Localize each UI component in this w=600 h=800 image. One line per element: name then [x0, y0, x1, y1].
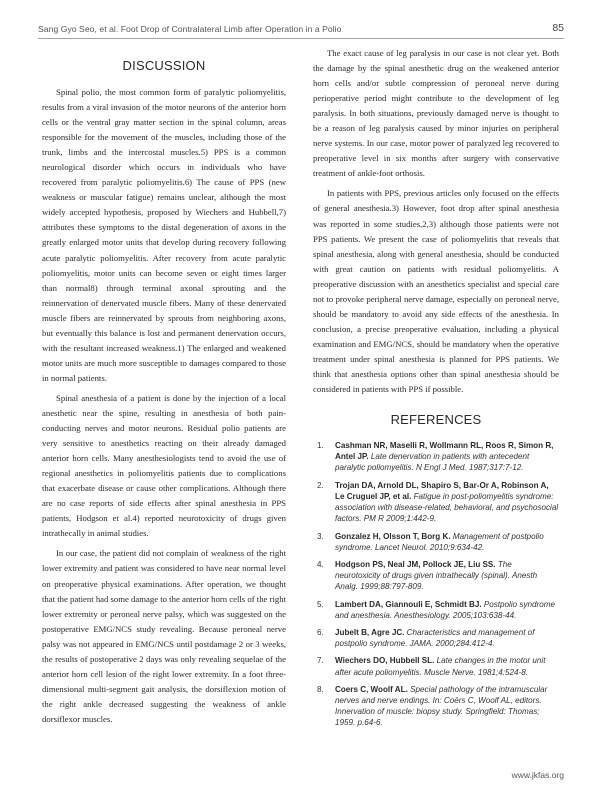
reference-authors: Hodgson PS, Neal JM, Pollock JE, Liu SS.	[335, 559, 496, 569]
reference-number: 1.	[317, 441, 324, 451]
reference-item	[313, 655, 559, 677]
reference-list	[313, 440, 559, 728]
discussion-paragraph-2: Spinal anesthesia of a patient is done by the injection of a local anesthetic near the spine, resulting in anesthesia of both pain-conducting nerves and motor neurons. Residual polio patients are very sensitive to anesthetics reacting on their already damaged anterior horn cells. Many anesthesiologists tend to avoid the use of regional anesthetics in poliomyelitis patients due to complications that exacerbate disease or cause other complications. Although there are no case reports of side effects after spinal anesthesia in PPS patients, Hodgson et al.4) reported neurotoxicity of drugs given intrathecally in animal studies.	[42, 392, 286, 539]
reference-number: 5.	[317, 599, 324, 609]
discussion-paragraph-3: In our case, the patient did not complain of weakness of the right lower extremity and patient was considered to have near normal level on preoperative physical examinations. After operation, we thought that the patient had some damage to the anterior horn cells of the right lower extremity or peroneal nerve palsy, which was suggested on the postoperative EMG/NCS study revealing. Because peroneal nerve palsy was not appeared in EMG/NCS until postdamage 2 or 3 weeks, the results of postoperative 2 days was only revealing sequelae of the anterior horn cell lesion of the right lower extremity. In a foot three-dimensional multi-segment gait analysis, the dorsiflexion motion of the right ankle decreased suggesting the weakness of ankle dorsiflexor muscles.	[42, 548, 286, 724]
page-number: 85	[552, 22, 564, 34]
footer-url: www.jkfas.org	[511, 770, 564, 780]
reference-title: Management of postpolio syndrome. Lancet Neurol. 2010;9:634-42.	[335, 531, 544, 552]
header-divider	[38, 38, 564, 39]
reference-authors: Cashman NR, Maselli R, Wollmann RL, Roos R, Simon R, Antel JP.	[335, 441, 554, 462]
discussion-paragraph-1: Spinal polio, the most common form of paralytic poliomyelitis, results from a viral invasion of the motor neurons of the anterior horn cells or the ventral gray matter section in the spinal column, areas responsible for the movement of the muscles, including those of the trunk, limbs and the intercostal muscles.5) PPS is a common neurological disorder which occurs in individuals who have recovered from paralytic poliomyelitis.6) The cause of PPS (new weakness or muscular fatigue) remains unclear, although the most widely accepted hypothesis, proposed by Wiechers and Hubbell,7) attributes these symptoms to the distal degeneration of axons in the greatly enlarged motor units that develop during recovery following acute paralytic poliomyelitis. After recovery from acute paralytic poliomyelitis, motor units can become seven or eight times larger than normal8) through terminal axonal sprouting and the reinnervation of denervated muscle fibers. Many of these denervated muscle fibers are reinnervated by sprouts from neighboring axons, but eventually this balance is lost and permanent denervation occurs, with the resultant increased weakness.1) The enlarged and weakened motor units are much more susceptible to damages compared to those in normal patients.	[42, 87, 286, 383]
reference-title: Late changes in the motor unit after acute poliomyelitis. Muscle Nerve. 1981;4:524-8.	[335, 656, 546, 677]
reference-authors: Jubelt B, Agre JC.	[335, 627, 405, 637]
running-title: Sang Gyo Seo, et al. Foot Drop of Contralateral Limb after Operation in a Polio	[38, 24, 342, 34]
running-header	[0, 0, 600, 42]
reference-item	[313, 684, 559, 729]
reference-title: The neurotoxicity of drugs given intrathecally (spinal). Anesth Analg. 1999;88:797-809.	[335, 559, 538, 592]
reference-item	[313, 599, 559, 621]
reference-authors: Trojan DA, Arnold DL, Shapiro S, Bar-Or A, Robinson A, Le Cruguel JP, et al.	[335, 480, 549, 501]
references-heading: REFERENCES	[390, 412, 482, 428]
left-column	[42, 46, 286, 727]
reference-item	[313, 559, 559, 593]
reference-title: Special pathology of the intramuscular nerves and nerve endings. In: Coërs C, Woolf AL, editors. Innervation of muscle: biopsy study. Springfield: Thomas; 1959. p.64-6.	[335, 684, 548, 728]
reference-authors: Lambert DA, Giannouli E, Schmidt BJ.	[335, 599, 482, 609]
reference-number: 7.	[317, 656, 324, 666]
reference-authors: Wiechers DO, Hubbell SL.	[335, 656, 435, 666]
discussion-paragraph-4: The exact cause of leg paralysis in our case is not clear yet. Both the damage by the spinal anesthetic drug on the weakened anterior horn cells and/or subtle compression of peroneal nerve during perioperative period might contribute to the development of leg paralysis. In both situations, previously damaged nerve is thought to be a reason of leg paralysis caused by minor injuries on peripheral nerve systems. In our case, motor power of paralyzed leg recovered to preoperative level in six months after surgery with conservative treatment of ankle-foot orthosis.	[313, 48, 559, 179]
discussion-paragraph-5: In patients with PPS, previous articles only focused on the effects of general anesthesia.3) However, foot drop after spinal anesthesia was reported in some studies,2,3) although those patients were not PPS patients. We present the case of poliomyelitis that reveals that spinal anesthesia, along with general anesthesia, should be conducted with great caution on patients with residual poliomyelitis. A preoperative discussion with an anesthetics specialist and special care not to provoke peripheral nerve damage, especially on peroneal nerve, should be mandatory to avoid any side effects of the anesthesia. In conclusion, a precise preoperative evaluation, including a physical examination and EMG/NCS, should be mandatory when the operative treatment under spinal anesthesia is planned for PPS patients. We think that anesthesia options other than spinal anesthesia should be considered in patients with PPS if possible.	[313, 188, 559, 395]
discussion-heading: DISCUSSION	[122, 58, 206, 73]
reference-authors: Gonzalez H, Olsson T, Borg K.	[335, 531, 451, 541]
reference-title: Characteristics and management of postpolio syndrome. JAMA. 2000;284:412-4.	[335, 627, 535, 649]
right-column	[313, 46, 559, 735]
reference-authors: Coers C, Woolf AL.	[335, 684, 408, 694]
reference-title: Late denervation in patients with antecedent paralytic poliomyelitis. N Engl J Med. 1987;317:7-12.	[335, 452, 530, 473]
reference-title: Postpolio syndrome and anesthesia. Anesthesiology. 2005;103:638-44.	[335, 599, 555, 620]
reference-title: Fatigue in post-poliomyelitis syndrome: association with disease-related, behavioral, and psychosocial factors. PM R 2009;1:442-9.	[335, 491, 559, 524]
reference-number: 6.	[317, 627, 324, 637]
reference-number: 4.	[317, 559, 324, 569]
reference-number: 3.	[317, 531, 324, 541]
reference-number: 2.	[317, 480, 324, 490]
reference-item	[313, 440, 559, 474]
reference-item	[313, 480, 559, 525]
reference-item	[313, 627, 559, 649]
reference-item	[313, 531, 559, 553]
reference-number: 8.	[317, 684, 324, 694]
